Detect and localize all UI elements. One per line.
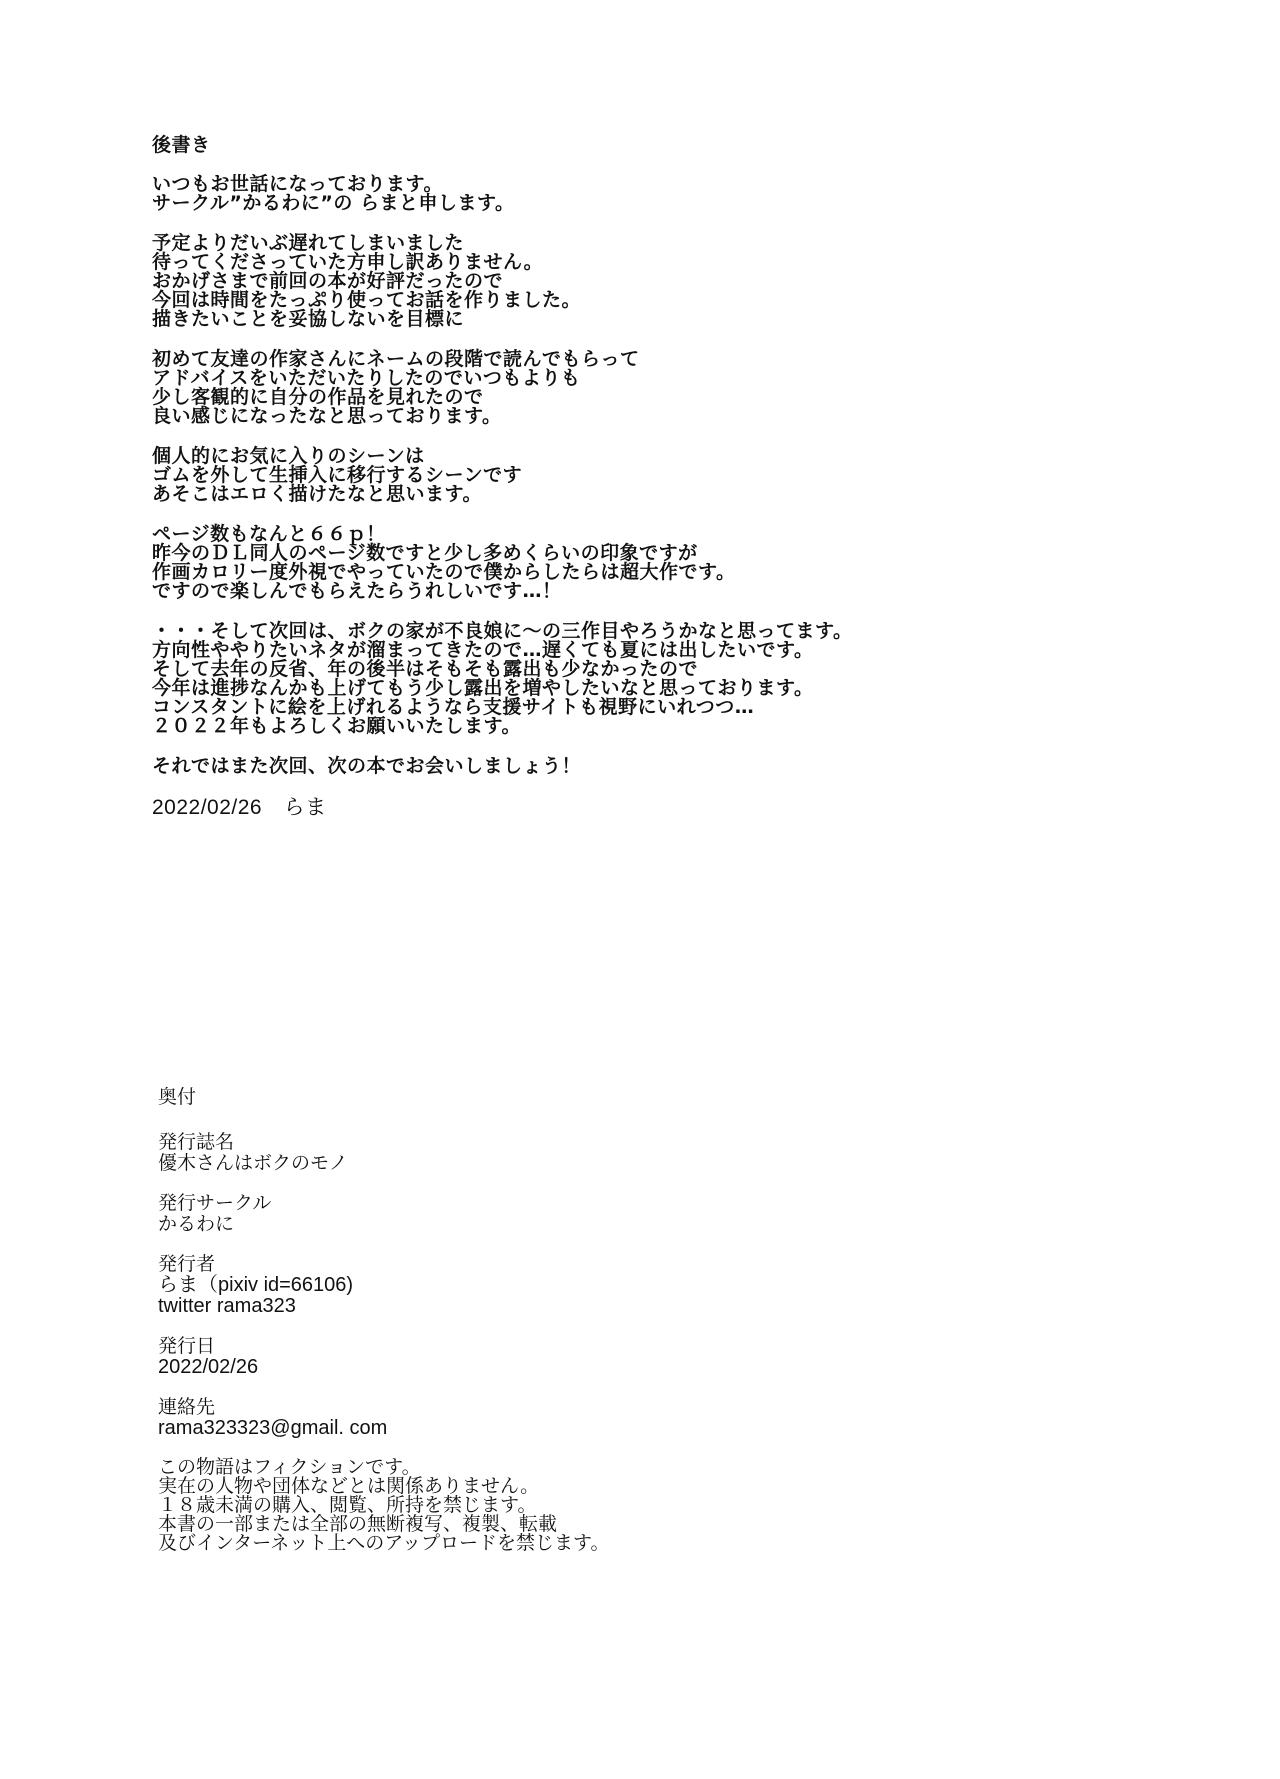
- text-line: アドバイスをいただいたりしたのでいつもよりも: [152, 367, 581, 389]
- text-line: あそこはエロく描けたなと思います。: [152, 483, 482, 505]
- colophon-section: [158, 1087, 1058, 1572]
- notice-line: 及びインターネット上へのアップロードを禁じます。: [158, 1532, 610, 1554]
- afterword-paragraph-6: [152, 622, 1212, 736]
- colophon-circle-block: [158, 1193, 1058, 1235]
- text-line: コンスタントに絵を上げれるようなら支援サイトも視野にいれつつ…: [152, 696, 755, 718]
- text-line: サークル”かるわに”の らまと申します。: [152, 192, 515, 214]
- notice-line: 実在の人物や団体などとは関係ありません。: [158, 1475, 540, 1497]
- colophon-date-label: 発行日: [158, 1335, 216, 1357]
- colophon-publisher-value: らま（pixiv id=66106): [158, 1274, 354, 1296]
- text-line: 作画カロリー度外視でやっていたので僕からしたらは超大作です。: [152, 561, 736, 583]
- colophon-heading: 奥付: [158, 1086, 197, 1108]
- text-line: それではまた次回、次の本でお会いしましょう！: [152, 755, 582, 777]
- colophon-contact-value: rama323323@gmail. com: [158, 1417, 388, 1439]
- colophon-circle-value: かるわに: [158, 1213, 235, 1235]
- text-line: ですので楽しんでもらえたらうれしいです…！: [152, 580, 562, 602]
- text-line: ゴムを外して生挿入に移行するシーンです: [152, 464, 523, 486]
- colophon-title-value: 優木さんはボクのモノ: [158, 1152, 348, 1174]
- notice-line: この物語はフィクションです。: [158, 1456, 421, 1478]
- text-line: ページ数もなんと６６ｐ！: [152, 523, 386, 545]
- afterword-section: [152, 136, 1212, 818]
- afterword-title: 後書き: [152, 134, 211, 156]
- text-line: 待ってくださっていた方申し訳ありません。: [152, 251, 544, 273]
- text-line: おかげさまで前回の本が好評だったので: [152, 270, 504, 292]
- colophon-circle-label: 発行サークル: [158, 1192, 272, 1214]
- text-line: 良い感じになったなと思っております。: [152, 405, 502, 427]
- text-line: 予定よりだいぶ遅れてしまいました: [152, 232, 465, 254]
- notice-line: １８歳未満の購入、閲覧、所持を禁じます。: [158, 1494, 537, 1516]
- afterword-paragraph-3: [152, 350, 1212, 426]
- colophon-title-block: [158, 1132, 1058, 1174]
- notice-line: 本書の一部または全部の無断複写、複製、転載: [158, 1513, 558, 1535]
- colophon-publisher-label: 発行者: [158, 1253, 216, 1275]
- colophon-notice: [158, 1458, 1058, 1553]
- text-line: 個人的にお気に入りのシーンは: [152, 445, 425, 467]
- afterword-paragraph-7: [152, 757, 1212, 776]
- afterword-signature: 2022/02/26 らま: [152, 796, 327, 819]
- text-line: 少し客観的に自分の作品を見れたので: [152, 386, 484, 408]
- colophon-title-label: 発行誌名: [158, 1131, 235, 1153]
- text-line: 昨今のＤＬ同人のページ数ですと少し多めくらいの印象ですが: [152, 542, 698, 564]
- afterword-paragraph-4: [152, 447, 1212, 504]
- colophon-contact-block: [158, 1397, 1058, 1439]
- colophon-date-block: [158, 1336, 1058, 1378]
- text-line: 初めて友達の作家さんにネームの段階で読んでもらって: [152, 348, 640, 370]
- colophon-publisher-block: [158, 1254, 1058, 1317]
- colophon-contact-label: 連絡先: [158, 1396, 216, 1418]
- afterword-paragraph-1: [152, 175, 1212, 213]
- text-line: ２０２２年もよろしくお願いいたします。: [152, 715, 521, 737]
- colophon-publisher-twitter: twitter rama323: [158, 1295, 296, 1317]
- text-line: 描きたいことを妥協しないを目標に: [152, 308, 465, 330]
- text-line: いつもお世話になっております。: [152, 173, 443, 195]
- text-line: ・・・そして次回は、ボクの家が不良娘に～の三作目やろうかなと思ってます。: [152, 620, 853, 642]
- text-line: 今回は時間をたっぷり使ってお話を作りました。: [152, 289, 582, 311]
- afterword-paragraph-5: [152, 525, 1212, 601]
- text-line: 今年は進捗なんかも上げてもう少し露出を増やしたいなと思っております。: [152, 677, 814, 699]
- colophon-date-value: 2022/02/26: [158, 1356, 259, 1378]
- text-line: 方向性ややりたいネタが溜まってきたので…遅くても夏には出したいです。: [152, 639, 814, 661]
- afterword-paragraph-2: [152, 234, 1212, 329]
- text-line: そして去年の反省、年の後半はそもそも露出も少なかったので: [152, 658, 699, 680]
